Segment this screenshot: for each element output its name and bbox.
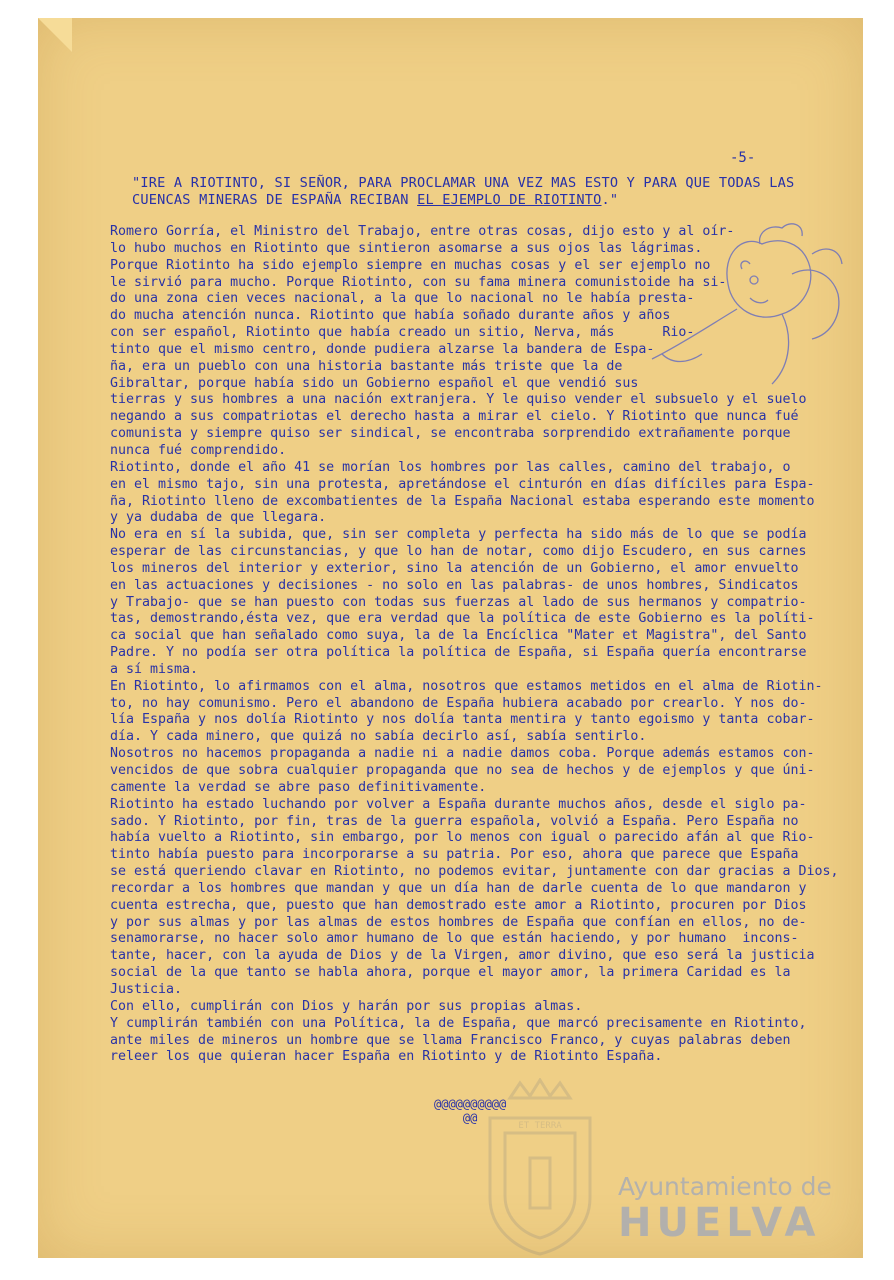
body-line: lía España y nos dolía Riotinto y nos dolía tanta mentira y tanto egoismo y tanta cobar- <box>110 712 815 728</box>
body-line: Nosotros no hacemos propaganda a nadie ni a nadie damos coba. Porque además estamos con- <box>110 746 815 762</box>
body-line: recordar a los hombres que mandan y que un día han de darle cuenta de lo que mandaron y <box>110 880 807 896</box>
body-line: se está queriendo clavar en Riotinto, no podemos evitar, juntamente con dar gracias a Dios, <box>110 864 839 880</box>
body-line: ña, era un pueblo con una historia bastante más triste que la de <box>110 358 623 374</box>
watermark-top-text: Ayuntamiento de <box>618 1172 832 1201</box>
huelva-seal-watermark <box>470 1078 610 1258</box>
body-line: Gibraltar, porque había sido un Gobierno español el que vendió sus <box>110 375 639 391</box>
body-line: comunista y siempre quiso ser sindical, se encontraba sorprendido extrañamente porque <box>110 426 791 442</box>
body-line: nunca fué comprendido. <box>110 442 287 458</box>
body-line: le sirvió para mucho. Porque Riotinto, con su fama minera comunistoide ha si- <box>110 274 727 290</box>
folded-corner <box>38 18 72 52</box>
closing-marks-line-1: @@@@@@@@@@ <box>434 1097 507 1111</box>
body-line: No era en sí la subida, que, sin ser completa y perfecta ha sido más de lo que se podía <box>110 527 807 543</box>
body-line: Riotinto ha estado luchando por volver a España durante muchos años, desde el siglo pa- <box>110 796 807 812</box>
body-line: esperar de las circunstancias, y que lo han de notar, como dijo Escudero, en sus carnes <box>110 544 807 560</box>
body-line: y ya dudaba de que llegara. <box>110 510 327 526</box>
body-line: ca social que han señalado como suya, la de la Encíclica "Mater et Magistra", del Santo <box>110 628 807 644</box>
body-line: to, no hay comunismo. Pero el abandono de España hubiera acabado por crearlo. Y nos do- <box>110 695 807 711</box>
body-line: senamorarse, no hacer solo amor humano de lo que están haciendo, y por humano incons- <box>110 931 799 947</box>
heading-line-2-end: ." <box>601 192 619 208</box>
body-line: negando a sus compatriotas el derecho hasta a mirar el cielo. Y Riotinto que nunca fué <box>110 409 799 425</box>
body-line: Justicia. <box>110 981 183 997</box>
body-line: cuenta estrecha, que, puesto que han demostrado este amor a Riotinto, procuren por Dios <box>110 897 807 913</box>
body-line: Y cumplirán también con una Política, la de España, que marcó precisamente en Riotinto, <box>110 1015 807 1031</box>
body-line: tinto había puesto para incorporarse a su patria. Por eso, ahora que parece que España <box>110 847 799 863</box>
heading-line-2 <box>132 192 802 209</box>
body-line: tas, demostrando,ésta vez, que era verdad que la política de este Gobierno es la políti- <box>110 611 815 627</box>
body-line: tinto que el mismo centro, donde pudiera alzarse la bandera de Espa- <box>110 341 655 357</box>
body-line: social de la que tanto se habla ahora, porque el mayor amor, la primera Caridad es la <box>110 965 791 981</box>
body-line: a sí misma. <box>110 661 199 677</box>
body-line: camente la verdad se abre paso definitivamente. <box>110 779 487 795</box>
heading-line-2-text: CUENCAS MINERAS DE ESPAÑA RECIBAN <box>132 192 418 208</box>
page-number: -5- <box>730 150 756 166</box>
body-line: tierras y sus hombres a una nación extranjera. Y le quiso vender el subsuelo y el suelo <box>110 392 807 408</box>
body-line: Padre. Y no podía ser otra política la política de España, si España quería encontrarse <box>110 645 807 661</box>
body-line: y por sus almas y por las almas de estos hombres de España que confían en ellos, no de- <box>110 914 807 930</box>
closing-marks-line-2: @@ <box>462 1111 478 1125</box>
body-line: Porque Riotinto ha sido ejemplo siempre en muchas cosas y el ser ejemplo no <box>110 257 711 273</box>
document-body <box>110 224 840 1066</box>
body-line: releer los que quieran hacer España en Riotinto y de Riotinto España. <box>110 1049 663 1065</box>
body-line: en las actuaciones y decisiones - no solo en las palabras- de unos hombres, Sindicatos <box>110 577 799 593</box>
body-line: Con ello, cumplirán con Dios y harán por sus propias almas. <box>110 998 583 1014</box>
heading-line-1: "IRE A RIOTINTO, SI SEÑOR, PARA PROCLAMAR UNA VEZ MAS ESTO Y PARA QUE TODAS LAS <box>132 175 795 191</box>
body-line: ante miles de mineros un hombre que se llama Francisco Franco, y cuyas palabras deben <box>110 1032 791 1048</box>
body-line: lo hubo muchos en Riotinto que sintieron asomarse a sus ojos las lágrimas. <box>110 240 703 256</box>
heading-underlined-text: EL EJEMPLO DE RIOTINTO <box>417 192 602 208</box>
body-line: había vuelto a Riotinto, sin embargo, por lo menos con igual o parecido afán al que Rio- <box>110 830 815 846</box>
body-line: con ser español, Riotinto que había creado un sitio, Nerva, más Rio- <box>110 325 695 341</box>
body-line: día. Y cada minero, que quizá no sabía decirlo así, sabía sentirlo. <box>110 729 647 745</box>
body-line: tante, hacer, con la ayuda de Dios y de la Virgen, amor divino, que eso será la justicia <box>110 948 815 964</box>
body-line: do una zona cien veces nacional, a la que lo nacional no le había presta- <box>110 291 695 307</box>
body-line: vencidos de que sobra cualquier propaganda que no sea de hechos y de ejemplos y que úni- <box>110 763 815 778</box>
body-line: Romero Gorría, el Ministro del Trabajo, entre otras cosas, dijo esto y al oír- <box>110 224 735 239</box>
body-line: do mucha atención nunca. Riotinto que había soñado durante años y años <box>110 308 671 324</box>
body-line: ña, Riotinto lleno de excombatientes de la España Nacional estaba esperando este momento <box>110 493 815 509</box>
document-heading <box>132 175 802 209</box>
body-line: en el mismo tajo, sin una protesta, apretándose el cinturón en días difíciles para Espa- <box>110 476 815 492</box>
seal-text: ET TERRA <box>518 1121 562 1131</box>
body-line: los mineros del interior y exterior, sino la atención de un Gobierno, el amor envuelto <box>110 560 799 576</box>
watermark-bottom-text: HUELVA <box>618 1200 821 1246</box>
body-line: En Riotinto, lo afirmamos con el alma, nosotros que estamos metidos en el alma de Riotin- <box>110 678 823 694</box>
body-line: Riotinto, donde el año 41 se morían los hombres por las calles, camino del trabajo, o <box>110 459 791 475</box>
body-line: sado. Y Riotinto, por fin, tras de la guerra española, volvió a España. Pero España no <box>110 813 799 829</box>
body-line: y Trabajo- que se han puesto con todas sus fuerzas al lado de sus hermanos y compatrio- <box>110 594 807 610</box>
